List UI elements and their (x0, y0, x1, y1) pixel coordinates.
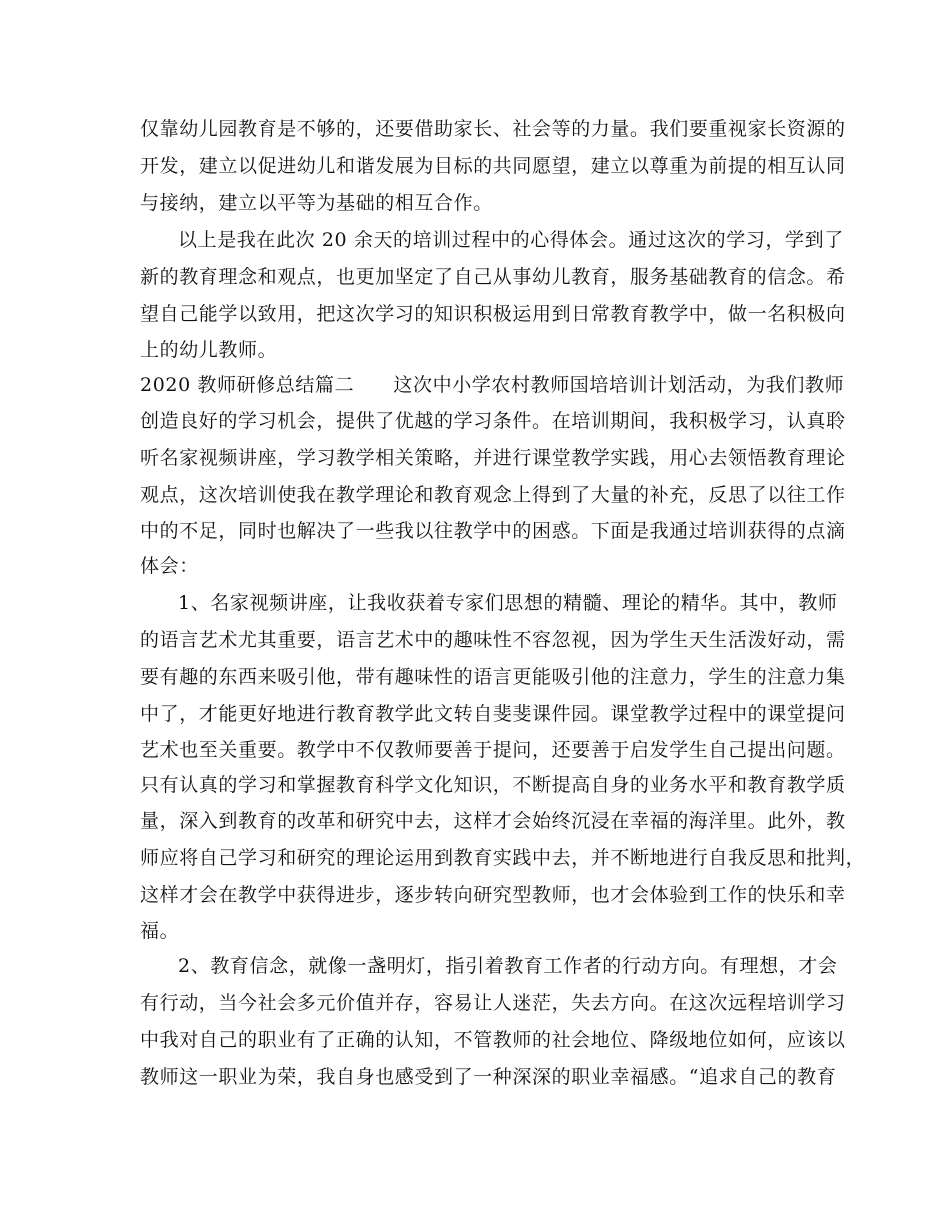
text-line: 要有趣的东西来吸引他，带有趣味性的语言更能吸引他的注意力，学生的注意力集 (140, 666, 846, 688)
text-line: 师应将自己学习和研究的理论运用到教育实践中去，并不断地进行自我反思和批判， (140, 847, 866, 869)
text-line: 新的教育理念和观点，也更加坚定了自己从事幼儿教育，服务基础教育的信念。希 (140, 266, 846, 288)
text-line: 这样才会在教学中获得进步，逐步转向研究型教师，也才会体验到工作的快乐和幸 (140, 884, 846, 906)
paragraph-first-line: 以上是我在此次 20 余天的培训过程中的心得体会。通过这次的学习，学到了 (178, 229, 844, 251)
paragraph-first-line: 2、教育信念，就像一盏明灯，指引着教育工作者的行动方向。有理想，才会 (178, 955, 838, 977)
text-line: 的语言艺术尤其重要，语言艺术中的趣味性不容忽视，因为学生天生活泼好动，需 (140, 629, 846, 651)
text-line: 仅靠幼儿园教育是不够的，还要借助家长、社会等的力量。我们要重视家长资源的 (140, 118, 846, 140)
text-line: 创造良好的学习机会，提供了优越的学习条件。在培训期间，我积极学习，认真聆 (140, 410, 846, 432)
text-line: 上的幼儿教师。 (140, 339, 278, 361)
text-line: 有行动，当今社会多元价值并存，容易让人迷茫，失去方向。在这次远程培训学习 (140, 992, 846, 1014)
text-line: 听名家视频讲座，学习教学相关策略，并进行课堂教学实践，用心去领悟教育理论 (140, 447, 846, 469)
text-line: 量，深入到教育的改革和研究中去，这样才会始终沉浸在幸福的海洋里。此外，教 (140, 810, 846, 832)
text-line: 福。 (140, 920, 180, 942)
text-line: 体会： (140, 555, 199, 577)
text-line: 开发，建立以促进幼儿和谐发展为目标的共同愿望，建立以尊重为前提的相互认同 (140, 155, 846, 177)
paragraph-first-line: 1、名家视频讲座，让我收获着专家们思想的精髓、理论的精华。其中，教师 (178, 592, 838, 614)
section-heading-line: 2020 教师研修总结篇二 这次中小学农村教师国培培训计划活动，为我们教师 (140, 374, 845, 396)
text-line: 望自己能学以致用，把这次学习的知识积极运用到日常教育教学中，做一名积极向 (140, 303, 846, 325)
text-line: 中了，才能更好地进行教育教学此文转自斐斐课件园。课堂教学过程中的课堂提问 (140, 703, 846, 725)
text-line: 教师这一职业为荣，我自身也感受到了一种深深的职业幸福感。“追求自己的教育 (140, 1066, 837, 1088)
text-line: 观点，这次培训使我在教学理论和教育观念上得到了大量的补充，反思了以往工作 (140, 484, 846, 506)
text-line: 艺术也至关重要。教学中不仅教师要善于提问，还要善于启发学生自己提出问题。 (140, 739, 846, 761)
text-line: 只有认真的学习和掌握教育科学文化知识，不断提高自身的业务水平和教育教学质 (140, 774, 846, 796)
text-line: 与接纳，建立以平等为基础的相互合作。 (140, 192, 493, 214)
text-line: 中我对自己的职业有了正确的认知，不管教师的社会地位、降级地位如何，应该以 (140, 1029, 846, 1051)
text-line: 中的不足，同时也解决了一些我以往教学中的困惑。下面是我通过培训获得的点滴 (140, 520, 846, 542)
